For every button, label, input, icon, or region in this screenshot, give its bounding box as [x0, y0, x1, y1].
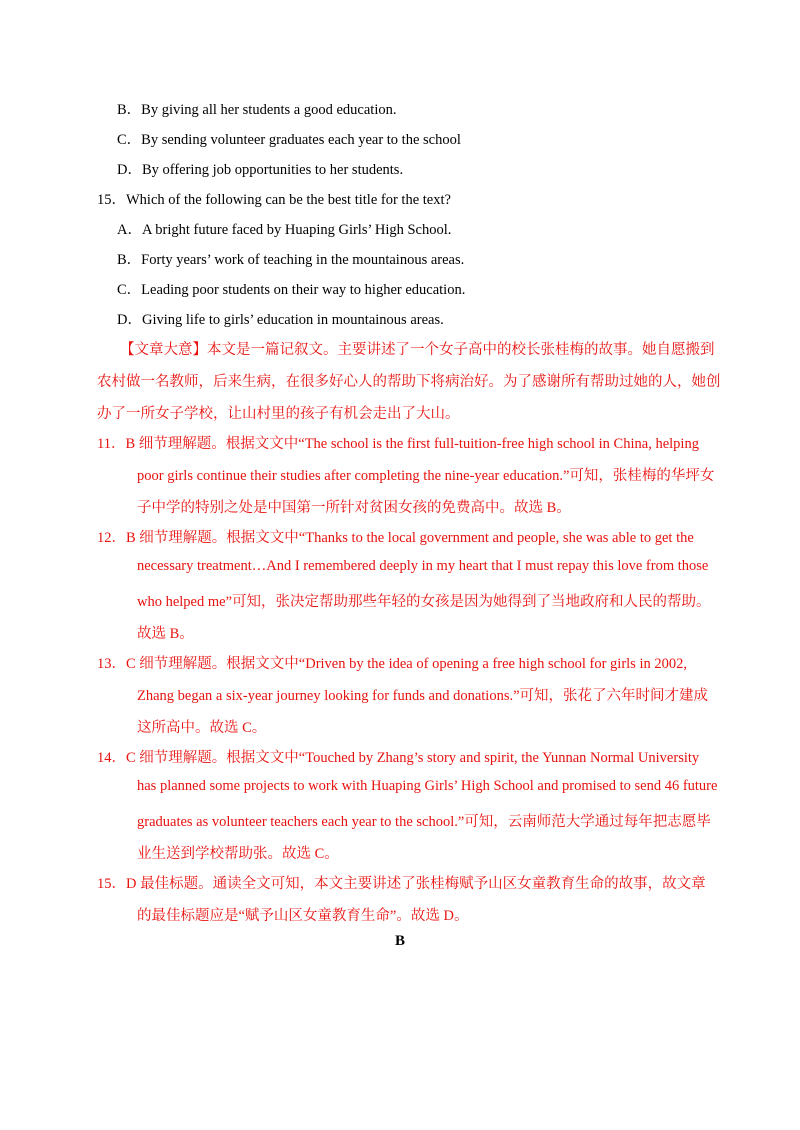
- answer-12-label: 12．B 细节理解题。根据文文中“Thanks to the local government and people, she was able to get the: [97, 530, 694, 546]
- q15-option-c: C．Leading poor students on their way to higher education.: [117, 282, 466, 298]
- answer-11-label: 11．B 细节理解题。根据文文中“The school is the first full-tuition-free high school in China, helping: [97, 436, 699, 452]
- summary-line-2: 农村做一名教师，后来生病，在很多好心人的帮助下将病治好。为了感谢所有帮助过她的人，她创: [97, 374, 721, 390]
- answer-14-label: 14．C 细节理解题。根据文文中“Touched by Zhang’s story and spirit, the Yunnan Normal University: [97, 750, 700, 766]
- answer-11-line-2: 子中学的特别之处是中国第一所针对贫困女孩的免费高中。故选 B。: [137, 500, 571, 516]
- answer-12-line-3: 故选 B。: [137, 626, 194, 642]
- q15-option-b: B．Forty years’ work of teaching in the mountainous areas.: [117, 252, 465, 268]
- q15-option-d: D．Giving life to girls’ education in mountainous areas.: [117, 312, 444, 328]
- q14-option-c: C．By sending volunteer graduates each year to the school: [117, 132, 461, 148]
- answer-12-line-2: who helped me”可知，张决定帮助那些年轻的女孩是因为她得到了当地政府和人民的帮助。: [137, 594, 711, 610]
- answer-15-line-1: 的最佳标题应是“赋予山区女童教育生命”。故选 D。: [137, 908, 469, 924]
- answer-11-line-1: poor girls continue their studies after completing the nine-year education.”可知，张桂梅的华坪女: [137, 468, 715, 484]
- answer-12-line-1: necessary treatment…And I remembered deeply in my heart that I must repay this love from those: [137, 558, 709, 574]
- q14-option-d: D．By offering job opportunities to her students.: [117, 162, 404, 178]
- section-b-heading: B: [394, 933, 405, 949]
- answer-13-line-1: Zhang began a six-year journey looking for funds and donations.”可知，张花了六年时间才建成: [137, 688, 709, 704]
- answer-13-line-2: 这所高中。故选 C。: [137, 720, 267, 736]
- q14-option-b: B．By giving all her students a good education.: [117, 102, 397, 118]
- summary-line-3: 办了一所女子学校，让山村里的孩子有机会走出了大山。: [97, 406, 460, 422]
- summary-line-1: 【文章大意】本文是一篇记叙文。主要讲述了一个女子高中的校长张桂梅的故事。她自愿搬到: [120, 342, 715, 358]
- answer-15-label: 15．D 最佳标题。通读全文可知，本文主要讲述了张桂梅赋予山区女童教育生命的故事，故文章: [97, 876, 706, 892]
- answer-14-line-1: has planned some projects to work with Huaping Girls’ High School and promised to send 46 future: [137, 778, 718, 794]
- answer-14-line-3: 业生送到学校帮助张。故选 C。: [137, 846, 339, 862]
- answer-14-line-2: graduates as volunteer teachers each year to the school.”可知，云南师范大学通过每年把志愿毕: [137, 814, 711, 830]
- q15-stem: 15．Which of the following can be the best title for the text?: [97, 192, 451, 208]
- q15-option-a: A．A bright future faced by Huaping Girls’ High School.: [117, 222, 452, 238]
- answer-13-label: 13．C 细节理解题。根据文文中“Driven by the idea of opening a free high school for girls in 2002,: [97, 656, 687, 672]
